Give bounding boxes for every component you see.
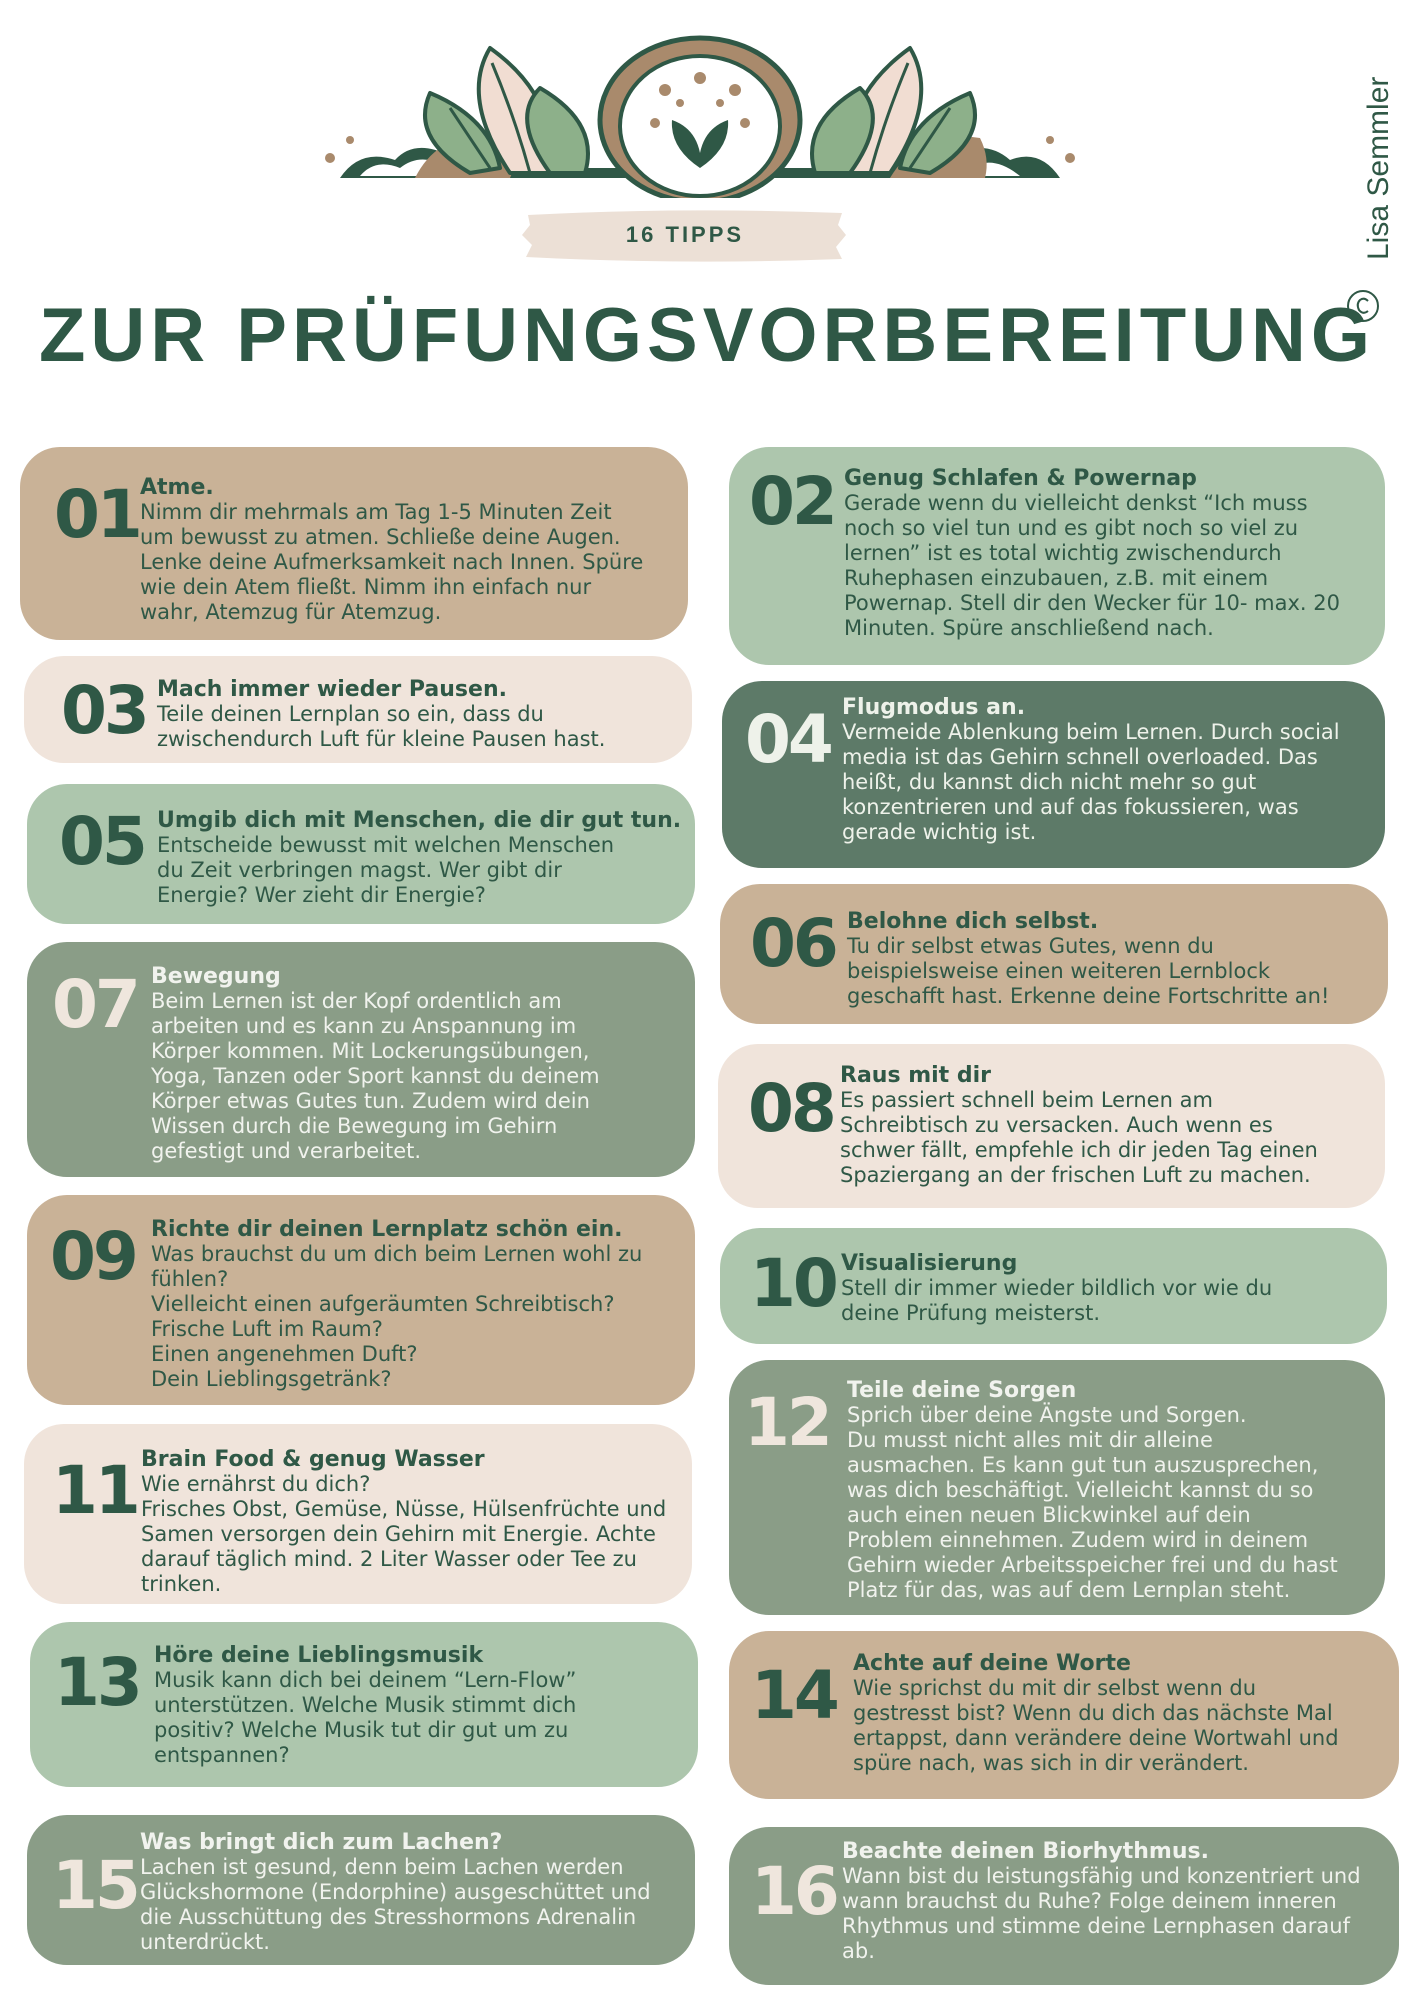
tip-number: 09 (50, 1218, 136, 1295)
tip-card-01 (20, 447, 688, 640)
tip-number: 15 (52, 1847, 138, 1924)
tip-text: Was brauchst du um dich beim Lernen wohl zu fühlen? Vielleicht einen aufgeräumten Schreibtisch? Frische Luft im Raum? Einen angenehmen Duft? Dein Lieblingsgetränk? (151, 1242, 643, 1391)
tip-card-02 (729, 447, 1385, 665)
tip-card-11 (24, 1424, 692, 1604)
tip-number: 02 (749, 463, 835, 540)
tip-title: Teile deine Sorgen (847, 1378, 1077, 1403)
tip-text: Vermeide Ablenkung beim Lernen. Durch social media ist das Gehirn schnell overloaded. Das heißt, du kannst dich nicht mehr so gut konzentrieren und auf das fokussieren, was gerade wichtig ist. (842, 720, 1340, 844)
page-title: ZUR PRÜFUNGSVORBEREITUNG (38, 293, 1376, 378)
tip-title: Atme. (140, 475, 214, 500)
copyright-icon (1345, 288, 1381, 324)
subtitle: 16 TIPPS (625, 222, 745, 247)
tip-card-06 (720, 884, 1388, 1024)
tip-title: Was bringt dich zum Lachen? (140, 1830, 503, 1855)
tip-text: Lachen ist gesund, denn beim Lachen werden Glückshormone (Endorphine) ausgeschüttet und die Ausschüttung des Stresshormons Adrenalin unterdrückt. (140, 1855, 651, 1954)
tip-card-10 (720, 1228, 1387, 1344)
tip-number: 07 (52, 966, 138, 1043)
tip-text: Wie sprichst du mit dir selbst wenn du gestresst bist? Wenn du dich das nächste Mal ertappst, dann verändere deine Wortwahl und spüre nach, was sich in dir verändert. (853, 1676, 1339, 1775)
tip-text: Entscheide bewusst mit welchen Menschen du Zeit verbringen magst. Wer gibt dir Energie? Wer zieht dir Energie? (157, 833, 615, 907)
tip-title: Raus mit dir (840, 1063, 991, 1088)
tip-text: Es passiert schnell beim Lernen am Schreibtisch zu versacken. Auch wenn es schwer fällt, empfehle ich dir jeden Tag einen Spaziergang an der frischen Luft zu machen. (840, 1088, 1318, 1187)
tip-text: Sprich über deine Ängste und Sorgen. Du musst nicht alles mit dir alleine ausmachen. Es kann gut tun auszusprechen, was dich beschäftigt. Vielleicht kannst du so auch einen neuen Blickwinkel auf dein Problem einnehmen. Zudem wird in deinem Gehirn wieder Arbeitsspeicher frei und du hast Platz für das, was auf dem Lernplan steht. (847, 1403, 1338, 1602)
tip-title: Höre deine Lieblingsmusik (154, 1643, 484, 1668)
tip-number: 06 (750, 905, 836, 982)
tip-card-13 (30, 1622, 698, 1787)
tip-title: Brain Food & genug Wasser (141, 1447, 485, 1472)
tip-number: 16 (751, 1853, 837, 1930)
tip-title: Belohne dich selbst. (847, 909, 1099, 934)
tip-number: 03 (61, 672, 147, 749)
tip-card-16 (729, 1827, 1399, 1985)
tip-number: 14 (751, 1657, 837, 1734)
tip-card-08 (718, 1044, 1385, 1208)
tip-title: Richte dir deinen Lernplatz schön ein. (151, 1217, 623, 1242)
tip-title: Beachte deinen Biorhythmus. (842, 1839, 1209, 1864)
tip-number: 01 (54, 476, 140, 553)
tip-text: Musik kann dich bei deinem “Lern-Flow” unterstützen. Welche Musik stimmt dich positiv? Welche Musik tut dir gut um zu entspannen? (154, 1668, 577, 1767)
tip-text: Tu dir selbst etwas Gutes, wenn du beispielsweise einen weiteren Lernblock geschafft hast. Erkenne deine Fortschritte an! (847, 934, 1330, 1008)
tip-title: Flugmodus an. (842, 695, 1026, 720)
tip-text: Nimm dir mehrmals am Tag 1-5 Minuten Zeit um bewusst zu atmen. Schließe deine Augen. Lenke deine Aufmerksamkeit nach Innen. Spüre wie dein Atem fließt. Nimm ihn einfach nur wahr, Atemzug für Atemzug. (140, 500, 644, 624)
leaf-illustration-icon (320, 28, 1080, 198)
tip-card-07 (27, 942, 695, 1177)
tip-card-15 (27, 1815, 695, 1965)
tip-number: 04 (745, 701, 831, 778)
tip-number: 11 (52, 1452, 138, 1529)
tip-number: 10 (750, 1245, 836, 1322)
tip-card-14 (729, 1631, 1399, 1799)
tip-text: Wie ernährst du dich? Frisches Obst, Gemüse, Nüsse, Hülsenfrüchte und Samen versorgen dein Gehirn mit Energie. Achte darauf täglich mind. 2 Liter Wasser oder Tee zu trinken. (141, 1472, 667, 1596)
tip-text: Beim Lernen ist der Kopf ordentlich am arbeiten und es kann zu Anspannung im Körper kommen. Mit Lockerungsübungen, Yoga, Tanzen oder Sport kannst du deinem Körper etwas Gutes tun. Zudem wird dein Wissen durch die Bewegung im Gehirn gefestigt und verarbeitet. (151, 989, 600, 1163)
tip-card-05 (27, 784, 695, 924)
tip-text: Gerade wenn du vielleicht denkst “Ich muss noch so viel tun und es gibt noch so viel zu lernen” ist es total wichtig zwischendurch Ruhephasen einzubauen, z.B. mit einem Powernap. Stell dir den Wecker für 10- max. 20 Minuten. Spüre anschließend nach. (844, 491, 1340, 640)
tip-text: Teile deinen Lernplan so ein, dass du zwischendurch Luft für kleine Pausen hast. (157, 702, 606, 751)
tip-title: Achte auf deine Worte (853, 1651, 1131, 1676)
tip-text: Wann bist du leistungsfähig und konzentriert und wann brauchst du Ruhe? Folge deinem inneren Rhythmus und stimme deine Lernphasen darauf ab. (842, 1864, 1361, 1963)
tip-card-03 (24, 656, 692, 763)
tip-title: Bewegung (151, 964, 281, 989)
tip-number: 13 (54, 1644, 140, 1721)
tip-number: 08 (748, 1070, 834, 1147)
tip-number: 12 (744, 1384, 830, 1461)
tip-card-12 (729, 1360, 1385, 1615)
author-name: Lisa Semmler (1362, 76, 1395, 260)
tip-card-04 (722, 681, 1385, 868)
tip-title: Genug Schlafen & Powernap (844, 466, 1197, 491)
subtitle-banner (520, 205, 850, 265)
tip-title: Umgib dich mit Menschen, die dir gut tun. (157, 808, 682, 833)
tip-title: Mach immer wieder Pausen. (157, 677, 507, 702)
tip-title: Visualisierung (841, 1251, 1018, 1276)
tip-card-09 (27, 1195, 695, 1405)
tip-text: Stell dir immer wieder bildlich vor wie du deine Prüfung meisterst. (841, 1276, 1273, 1325)
tip-number: 05 (59, 803, 145, 880)
